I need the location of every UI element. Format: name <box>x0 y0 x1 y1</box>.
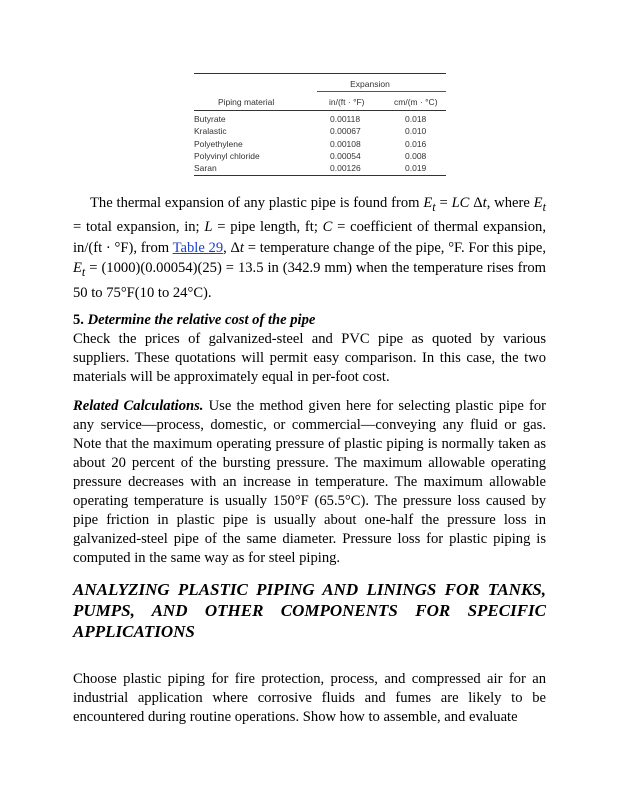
var-e: E <box>73 260 82 277</box>
var-t: t <box>239 239 244 256</box>
text-run: Δ <box>469 195 483 211</box>
cell-in-ft-f: 0.00108 <box>330 138 361 149</box>
thermal-expansion-paragraph <box>73 193 546 303</box>
cell-cm-m-c: 0.008 <box>405 150 427 161</box>
text-run: The thermal expansion of any plastic pipe is found from <box>90 195 424 211</box>
text-run: = coefficient of thermal expansion, in/(ft · °F), from <box>73 219 546 256</box>
cell-cm-m-c: 0.018 <box>405 114 427 124</box>
section-title: ANALYZING PLASTIC PIPING AND LININGS FOR TANKS, PUMPS, AND OTHER COMPONENTS FOR SPECIFIC APPLICATIONS <box>73 580 546 641</box>
cell-in-ft-f: 0.00118 <box>330 114 361 124</box>
table-row <box>194 162 446 174</box>
step-5-paragraph <box>73 311 546 387</box>
table-29-link[interactable]: Table 29 <box>172 239 224 256</box>
cell-material: Kralastic <box>194 126 227 137</box>
table-body <box>194 113 446 174</box>
table-group-rule <box>317 91 446 92</box>
table-bottom-rule <box>194 175 446 176</box>
cell-material: Butyrate <box>194 114 226 124</box>
text-run: = total expansion, in; <box>73 219 205 236</box>
step-title: Determine the relative cost of the pipe <box>87 312 316 328</box>
table-header-rule <box>194 110 446 111</box>
sub-t: t <box>81 265 86 280</box>
var-c: C <box>322 219 333 236</box>
var-e: E <box>533 195 543 211</box>
cell-in-ft-f: 0.00126 <box>330 163 361 174</box>
cell-cm-m-c: 0.019 <box>405 163 427 174</box>
cell-in-ft-f: 0.00067 <box>330 126 361 137</box>
var-lc: LC <box>451 195 470 211</box>
var-e: E <box>423 195 433 211</box>
text-run: = temperature change of the pipe, °F. For this pipe, <box>243 239 546 256</box>
table-header-cm-m-c: cm/(m · °C) <box>394 97 438 107</box>
cell-cm-m-c: 0.010 <box>405 126 427 137</box>
sub-t: t <box>432 199 436 214</box>
text-run: , where <box>486 195 534 211</box>
step-number: 5. <box>73 312 88 328</box>
sub-t: t <box>542 199 546 214</box>
related-calculations-label: Related Calculations. <box>73 398 204 414</box>
table-row <box>194 138 446 150</box>
text-run: , Δ <box>223 239 240 256</box>
table-header-in-ft-f: in/(ft · °F) <box>329 97 365 107</box>
table-row <box>194 150 446 162</box>
cell-material: Saran <box>194 163 217 174</box>
text-run: = (1000)(0.00054)(25) = 13.5 in (342.9 mm) when the temperature rises from 50 to 75°F(10 to 24°C). <box>73 260 546 301</box>
text-run: = pipe length, ft; <box>212 219 323 236</box>
var-l: L <box>204 219 213 236</box>
table-row <box>194 125 446 137</box>
intro-paragraph: Choose plastic piping for fire protection, process, and compressed air for an industrial application where corrosive fluids and fumes are likely to be encountered during routine operations. Show how to assemble, and evaluate <box>73 671 546 725</box>
step-5-body: Check the prices of galvanized-steel and PVC pipe as quoted by various suppliers. These quotations will permit easy comparison. In this case, the two materials will be approximately equal in per-foot cost. <box>73 331 546 385</box>
step-5-heading <box>73 312 315 328</box>
table-header-material: Piping material <box>218 97 275 107</box>
related-calculations-body: Use the method given here for selecting plastic pipe for any service—process, domestic, or commercial—conveying any fluid or gas. Note that the maximum operating pressure of plastic piping is normally taken as about 20 percent of the bursting pressure. The maximum allowable operating pressure decreases with an increase in temperature. The maximum allowable operating temperature is usually 150°F (65.5°C). The pressure loss caused by pipe friction in plastic pipe is usually about one-half the pressure loss in galvanized-steel pipe of the same diameter. Pressure loss for plastic piping is computed in the same way as for steel piping. <box>73 398 546 566</box>
cell-cm-m-c: 0.016 <box>405 138 427 149</box>
table-group-header: Expansion <box>350 79 390 89</box>
related-calculations-paragraph <box>73 397 546 568</box>
cell-material: Polyvinyl chloride <box>194 150 260 161</box>
text-run: = <box>435 195 452 211</box>
cell-material: Polyethylene <box>194 138 243 149</box>
var-t: t <box>482 195 487 211</box>
table-row <box>194 113 446 125</box>
cell-in-ft-f: 0.00054 <box>330 150 361 161</box>
table-top-rule <box>194 73 446 74</box>
